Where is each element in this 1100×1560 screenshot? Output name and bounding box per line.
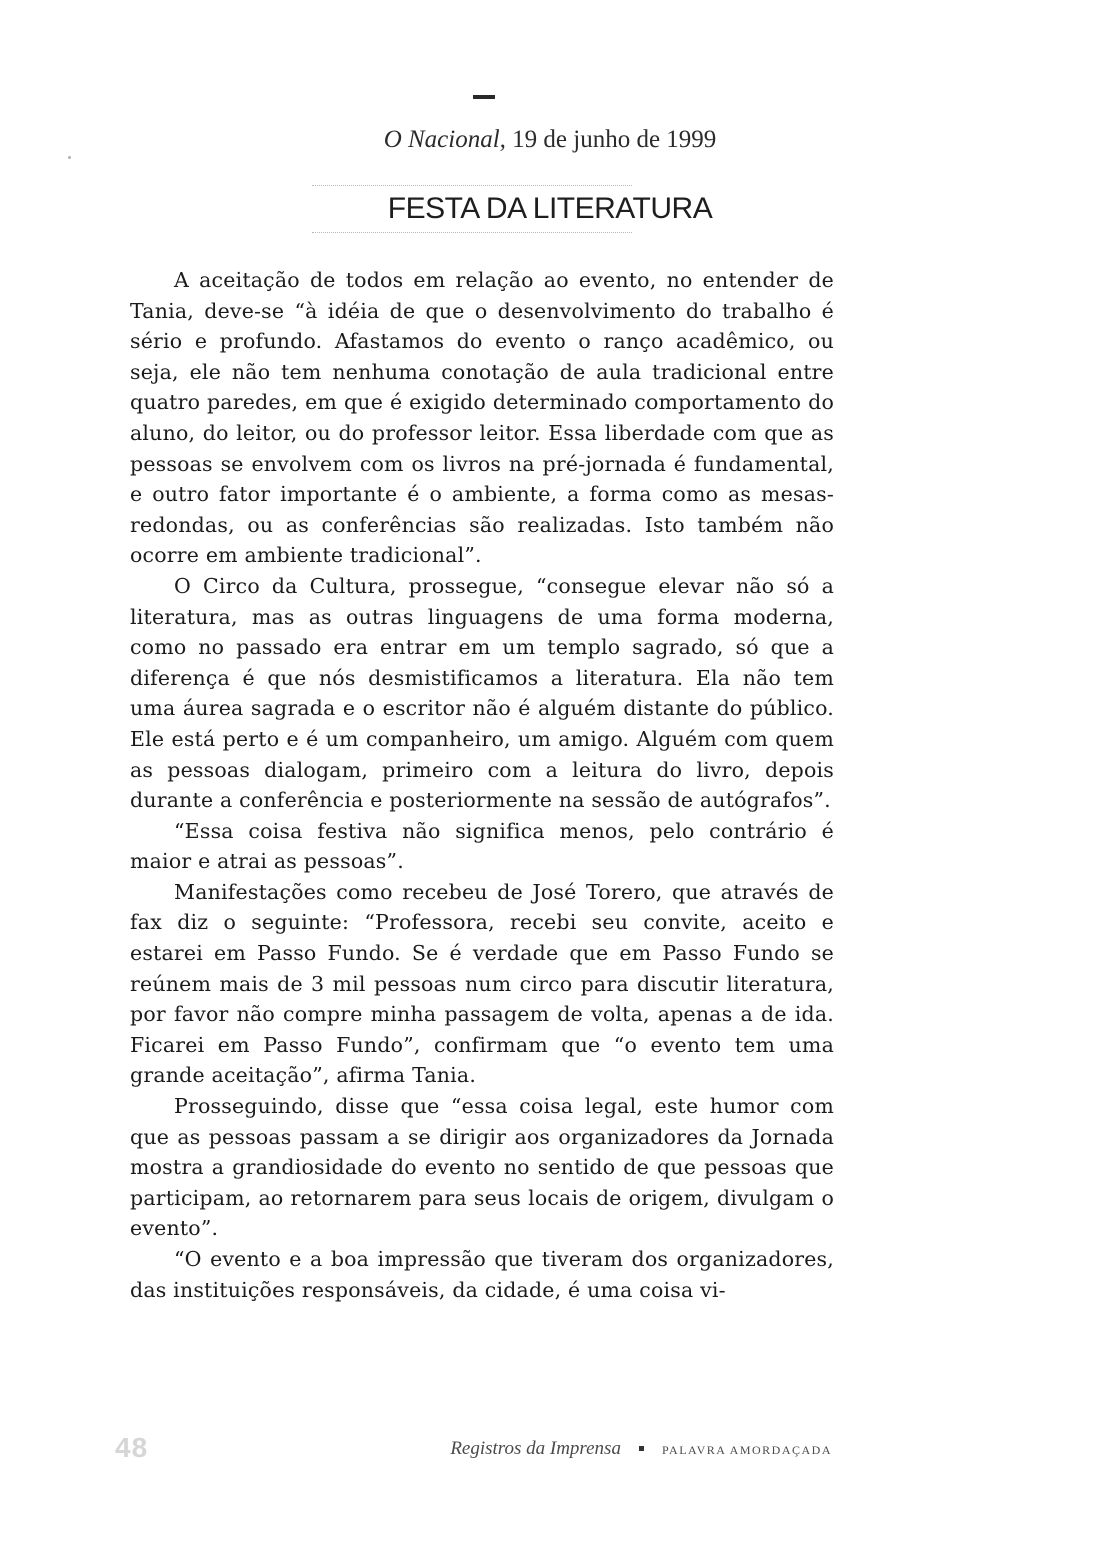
- article-paragraph: A aceitação de todos em relação ao evento, no entender de Tania, deve-se “à idéia de que o desenvolvimento do trabalho é sério e profundo. Afastamos do evento o ranço acadêmico, ou seja, ele não tem nenhuma conotação de aula tradicional entre quatro paredes, em que é exigido determinado comportamento do aluno, do leitor, ou do professor leitor. Essa liberdade com que as pessoas se envolvem com os livros na pré-jornada é fundamental, e outro fator importante é o ambiente, a forma como as mesas-redondas, ou as conferências são realizadas. Isto também não ocorre em ambiente tradicional”.: [130, 268, 834, 568]
- bullet-separator-icon: [639, 1446, 644, 1451]
- publication-name: O Nacional,: [383, 126, 506, 153]
- scan-speck: [68, 156, 71, 159]
- source-line: [0, 126, 1100, 154]
- article-paragraph: Prosseguindo, disse que “essa coisa legal, este humor com que as pessoas passam a se dirigir aos organizadores da Jornada mostra a grandiosidade do evento no sentido de que pessoas que participam, ao retornarem para seus locais de origem, divulgam o evento”.: [130, 1094, 834, 1241]
- page-number: 48: [115, 1432, 149, 1463]
- article-body: [130, 265, 834, 1305]
- title-rule-bottom: [312, 232, 632, 233]
- article-headline: FESTA DA LITERATURA: [387, 192, 713, 225]
- article-paragraph: “O evento e a boa impressão que tiveram dos organizadores, das instituições responsáveis, da cidade, é uma coisa vi-: [130, 1247, 834, 1302]
- running-footer: [450, 1438, 832, 1460]
- article-paragraph: O Circo da Cultura, prossegue, “consegue elevar não só a literatura, mas as outras linguagens de uma forma moderna, como no passado era entrar em um templo sagrado, só que a diferença é que nós desmistificamos a literatura. Ela não tem uma áurea sagrada e o escritor não é alguém distante do público. Ele está perto e é um companheiro, um amigo. Alguém com quem as pessoas dialogam, primeiro com a leitura do livro, depois durante a conferência e posteriormente na sessão de autógrafos”.: [130, 573, 834, 813]
- book-title: PALAVRA AMORDAÇADA: [661, 1443, 832, 1457]
- title-rule-top: [312, 185, 632, 186]
- page-footer: [0, 1432, 1100, 1472]
- series-title: Registros da Imprensa: [450, 1438, 621, 1459]
- publication-date: 19 de junho de 1999: [512, 126, 717, 153]
- article-paragraph: Manifestações como recebeu de José Torero, que através de fax diz o seguinte: “Professora, recebi seu convite, aceito e estarei em Passo Fundo. Se é verdade que em Passo Fundo se reúnem mais de 3 mil pessoas num circo para discutir literatura, por favor não compre minha passagem de volta, apenas a de ida. Ficarei em Passo Fundo”, confirmam que “o evento tem uma grande aceitação”, afirma Tania.: [130, 879, 834, 1088]
- section-dash: [473, 95, 495, 99]
- article-paragraph: “Essa coisa festiva não significa menos, pelo contrário é maior e atrai as pessoas”.: [130, 818, 834, 874]
